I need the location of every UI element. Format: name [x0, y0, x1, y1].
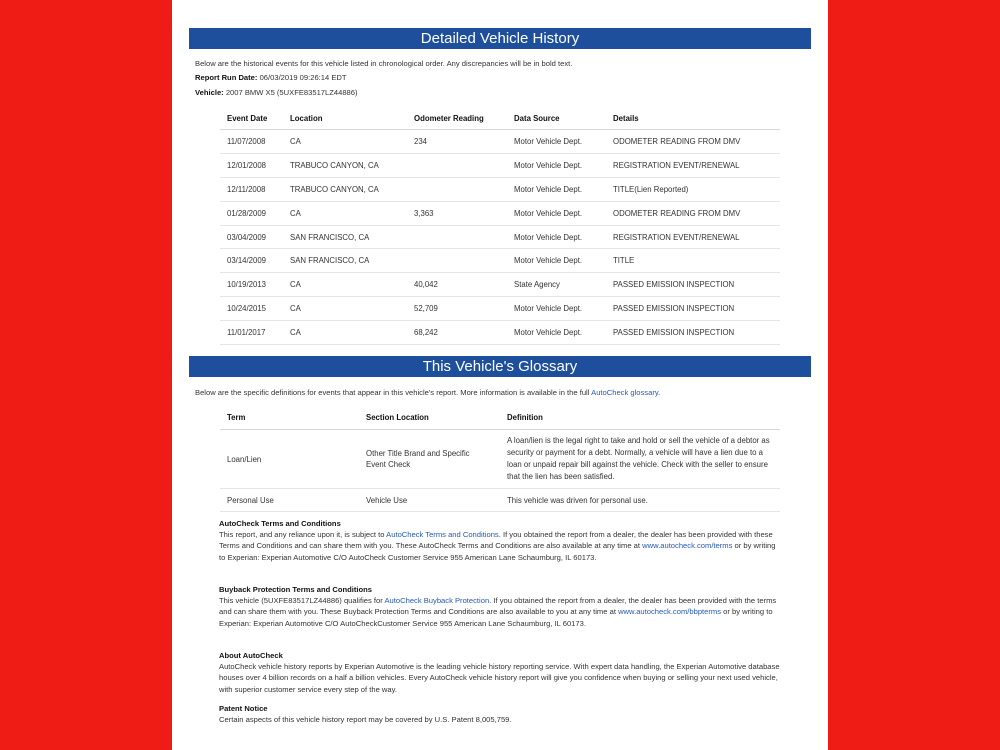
- terms-text-1: This report, and any reliance upon it, is subject to: [219, 530, 385, 540]
- details: PASSED EMISSION INSPECTION: [606, 321, 780, 345]
- odometer: 40,042: [407, 273, 507, 297]
- definition: A loan/lien is the legal right to take and hold or sell the vehicle of a debtor as security or payment for a debt. Normally, a vehicle will have a lien due to a loan or unpaid repair bill against the vehicle. Check with the seller to ensure that the lien has been satisfied.: [500, 430, 780, 489]
- odometer: [407, 225, 507, 249]
- terms-text-2: . If you obtained the report from a dealer, the dealer has been provided with these Terms and Conditions and can share them with you. These AutoCheck Terms and Conditions are also available at any time at: [219, 530, 773, 551]
- buyback-url-link[interactable]: www.autocheck.com/bbpterms: [618, 607, 722, 617]
- odometer: [407, 177, 507, 201]
- run-date-label: Report Run Date:: [195, 73, 258, 82]
- terms-section: [219, 518, 781, 563]
- col-term: Term: [220, 406, 359, 430]
- col-data-source: Data Source: [507, 108, 606, 130]
- odometer: 234: [407, 130, 507, 154]
- col-details: Details: [606, 108, 780, 130]
- event-date: 11/01/2017: [220, 321, 283, 345]
- buyback-text-1: This vehicle (5UXFE83517LZ44886) qualifies for: [219, 596, 383, 606]
- report-run-date: [195, 73, 347, 83]
- col-location: Location: [283, 108, 407, 130]
- terms-text-3: or by writing to Experian: Experian Automotive C/O AutoCheck Customer Service 955 American Lane Schaumburg, IL 60173.: [219, 541, 776, 562]
- buyback-text-2: . If you obtained the report from a dealer, the dealer has been provided with the terms and can share them with you. These Buyback Protection Terms and Conditions are also available to you at any time at: [219, 596, 777, 617]
- location: CA: [283, 321, 407, 345]
- details: TITLE(Lien Reported): [606, 177, 780, 201]
- location: CA: [283, 273, 407, 297]
- table-row: [220, 489, 780, 512]
- table-row: [220, 225, 780, 249]
- history-banner: Detailed Vehicle History: [189, 28, 811, 49]
- table-row: [220, 321, 780, 345]
- odometer: [407, 249, 507, 273]
- event-date: 10/24/2015: [220, 297, 283, 321]
- vehicle-label: Vehicle:: [195, 88, 224, 97]
- glossary-intro: [195, 388, 660, 398]
- data-source: Motor Vehicle Dept.: [507, 177, 606, 201]
- terms-url-link[interactable]: www.autocheck.com/terms: [642, 541, 733, 551]
- details: REGISTRATION EVENT/RENEWAL: [606, 225, 780, 249]
- glossary-banner: This Vehicle's Glossary: [189, 356, 811, 377]
- section-location: Vehicle Use: [359, 489, 500, 512]
- event-date: 12/11/2008: [220, 177, 283, 201]
- data-source: State Agency: [507, 273, 606, 297]
- about-body: AutoCheck vehicle history reports by Experian Automotive is the leading vehicle history reporting service. With expert data handling, the Experian Automotive database houses over 4 billion records on a half a billion vehicles. Every AutoCheck vehicle history report will give you confidence when buying or selling your next used vehicle, with superior customer service every step of the way.: [219, 662, 780, 694]
- data-source: Motor Vehicle Dept.: [507, 201, 606, 225]
- col-event-date: Event Date: [220, 108, 283, 130]
- data-source: Motor Vehicle Dept.: [507, 297, 606, 321]
- data-source: Motor Vehicle Dept.: [507, 321, 606, 345]
- table-row: [220, 130, 780, 154]
- buyback-heading: Buyback Protection Terms and Conditions: [219, 585, 373, 594]
- history-header-row: [220, 108, 780, 130]
- autocheck-glossary-link[interactable]: AutoCheck glossary: [591, 388, 659, 397]
- event-date: 11/07/2008: [220, 130, 283, 154]
- about-section: [219, 650, 781, 695]
- data-source: Motor Vehicle Dept.: [507, 249, 606, 273]
- location: SAN FRANCISCO, CA: [283, 249, 407, 273]
- glossary-header-row: [220, 406, 780, 430]
- about-heading: About AutoCheck: [219, 651, 283, 660]
- section-location: Other Title Brand and Specific Event Check: [359, 430, 500, 489]
- table-row: [220, 297, 780, 321]
- term: Loan/Lien: [220, 430, 359, 489]
- buyback-body: [219, 595, 781, 629]
- col-odometer: Odometer Reading: [407, 108, 507, 130]
- details: PASSED EMISSION INSPECTION: [606, 297, 780, 321]
- event-date: 12/01/2008: [220, 153, 283, 177]
- location: CA: [283, 201, 407, 225]
- event-date: 01/28/2009: [220, 201, 283, 225]
- vehicle-value: 2007 BMW X5 (5UXFE83517LZ44886): [225, 88, 358, 97]
- term: Personal Use: [220, 489, 359, 512]
- run-date-value: 06/03/2019 09:26:14 EDT: [259, 73, 347, 82]
- event-date: 10/19/2013: [220, 273, 283, 297]
- data-source: Motor Vehicle Dept.: [507, 153, 606, 177]
- odometer: 3,363: [407, 201, 507, 225]
- glossary-intro-end: .: [658, 388, 661, 397]
- odometer: 52,709: [407, 297, 507, 321]
- report-page: [172, 0, 828, 750]
- location: TRABUCO CANYON, CA: [283, 153, 407, 177]
- details: REGISTRATION EVENT/RENEWAL: [606, 153, 780, 177]
- col-section-location: Section Location: [359, 406, 500, 430]
- location: SAN FRANCISCO, CA: [283, 225, 407, 249]
- col-definition: Definition: [500, 406, 780, 430]
- patent-section: [219, 703, 781, 725]
- data-source: Motor Vehicle Dept.: [507, 130, 606, 154]
- terms-link[interactable]: AutoCheck Terms and Conditions: [386, 530, 499, 540]
- definition: This vehicle was driven for personal use.: [500, 489, 780, 512]
- odometer: [407, 153, 507, 177]
- event-date: 03/14/2009: [220, 249, 283, 273]
- terms-heading: AutoCheck Terms and Conditions: [219, 519, 341, 528]
- table-row: [220, 430, 780, 489]
- table-row: [220, 153, 780, 177]
- table-row: [220, 201, 780, 225]
- patent-heading: Patent Notice: [219, 704, 268, 713]
- details: ODOMETER READING FROM DMV: [606, 130, 780, 154]
- history-table: [220, 108, 780, 345]
- location: TRABUCO CANYON, CA: [283, 177, 407, 201]
- data-source: Motor Vehicle Dept.: [507, 225, 606, 249]
- table-row: [220, 273, 780, 297]
- table-row: [220, 177, 780, 201]
- buyback-text-3: or by writing to Experian: Experian Automotive C/O AutoCheckCustomer Service 955 American Lane Schaumburg, IL 60173.: [219, 607, 773, 628]
- patent-body: Certain aspects of this vehicle history report may be covered by U.S. Patent 8,005,759.: [219, 715, 512, 725]
- location: CA: [283, 130, 407, 154]
- history-intro: Below are the historical events for this vehicle listed in chronological order. Any discrepancies will be in bold text.: [195, 59, 573, 68]
- event-date: 03/04/2009: [220, 225, 283, 249]
- location: CA: [283, 297, 407, 321]
- table-row: [220, 249, 780, 273]
- details: ODOMETER READING FROM DMV: [606, 201, 780, 225]
- buyback-link[interactable]: AutoCheck Buyback Protection: [384, 596, 490, 606]
- buyback-section: [219, 584, 781, 629]
- glossary-table: [220, 406, 780, 512]
- odometer: 68,242: [407, 321, 507, 345]
- details: PASSED EMISSION INSPECTION: [606, 273, 780, 297]
- glossary-intro-text: Below are the specific definitions for events that appear in this vehicle's report. More information is available in the full: [195, 388, 590, 397]
- vehicle-line: [195, 88, 358, 98]
- terms-body: [219, 529, 781, 563]
- details: TITLE: [606, 249, 780, 273]
